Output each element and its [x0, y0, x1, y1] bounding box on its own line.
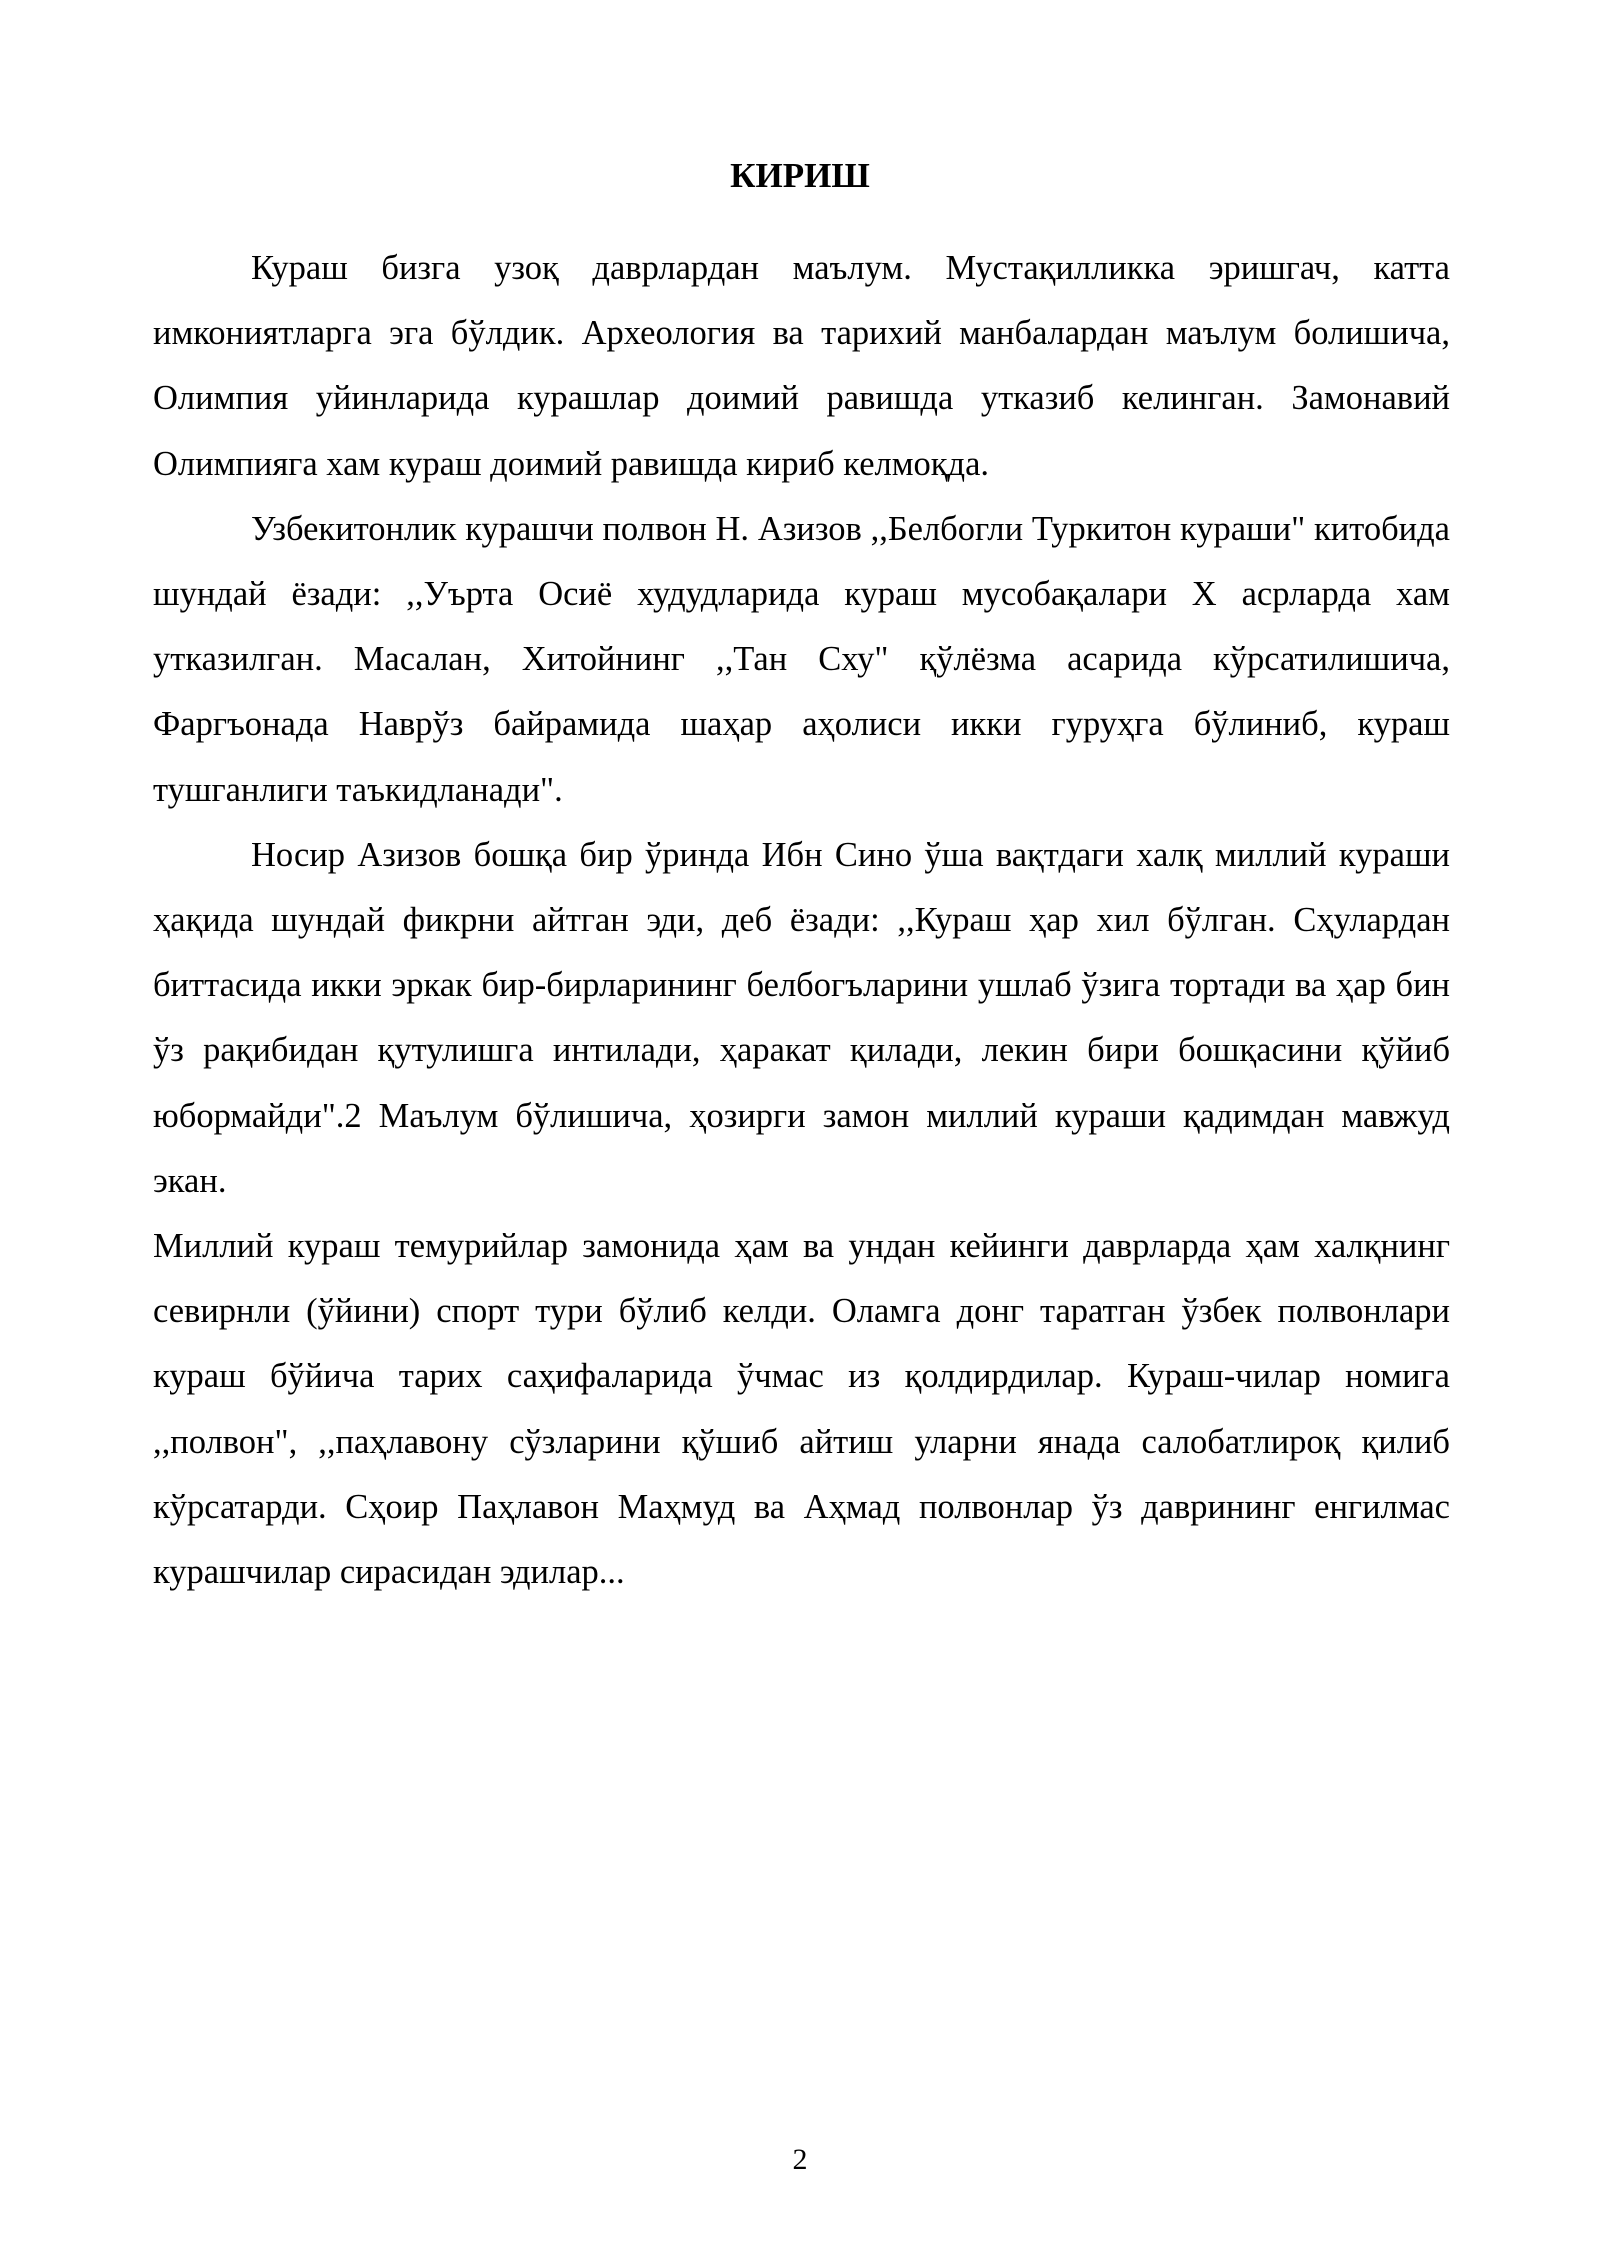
paragraph-1: Кураш бизга узоқ даврлардан маълум. Мустақилликка эришгач, катта имкониятларга эга бўлдик. Археология ва тарихий манбалардан маълум болишича, Олимпия уйинларида курашлар доимий равишда утказиб келинган. Замонавий Олимпияга хам кураш доимий равишда кириб келмоқда.	[153, 249, 1450, 483]
paragraph-2: Узбекитонлик курашчи полвон Н. Азизов ,,Белбогли Туркитон кураши" китобида шундай ёзади: ,,Уърта Осиё худудларида кураш мусобақалари Х асрларда хам утказилган. Масалан, Хитойнинг ,,Тан Сху" қўлёзма асарида кўрсатилишича, Фаргъонада Наврўз байрамида шаҳар аҳолиси икки гуруҳга бўлиниб, кураш тушганлиги таъкидланади".	[153, 509, 1450, 809]
paragraph-3: Носир Азизов бошқа бир ўринда Ибн Сино ўша вақтдаги халқ миллий кураши ҳақида шундай фикрни айтган эди, деб ёзади: ,,Кураш ҳар хил бўлган. Сҳулардан биттасида икки эркак бир-бирларининг белбогъларини ушлаб ўзига тортади ва ҳар бин ўз рақибидан қутулишга интилади, ҳаракат қилади, лекин бири бошқасини қўйиб юбормайди".2 Маълум бўлишича, ҳозирги замон миллий кураши қадимдан мавжуд экан.	[153, 835, 1450, 1200]
section-title: КИРИШ	[730, 156, 870, 195]
paragraph-4: Миллий кураш темурийлар замонида ҳам ва ундан кейинги даврларда ҳам халқнинг севирнли (ўйини) спорт тури бўлиб келди. Оламга донг таратган ўзбек полвонлари кураш бўйича тарих саҳифаларида ўчмас из қолдирдилар. Кураш-чилар номига ,,полвон", ,,паҳлавону сўзларини қўшиб айтиш уларни янада салобатлироқ қилиб кўрсатарди. Сҳоир Паҳлавон Маҳмуд ва Аҳмад полвонлар ўз даврининг енгилмас курашчилар сирасидан эдилар...	[153, 1227, 1450, 1592]
page-number: 2	[792, 2143, 808, 2176]
body-text	[153, 236, 1450, 1605]
